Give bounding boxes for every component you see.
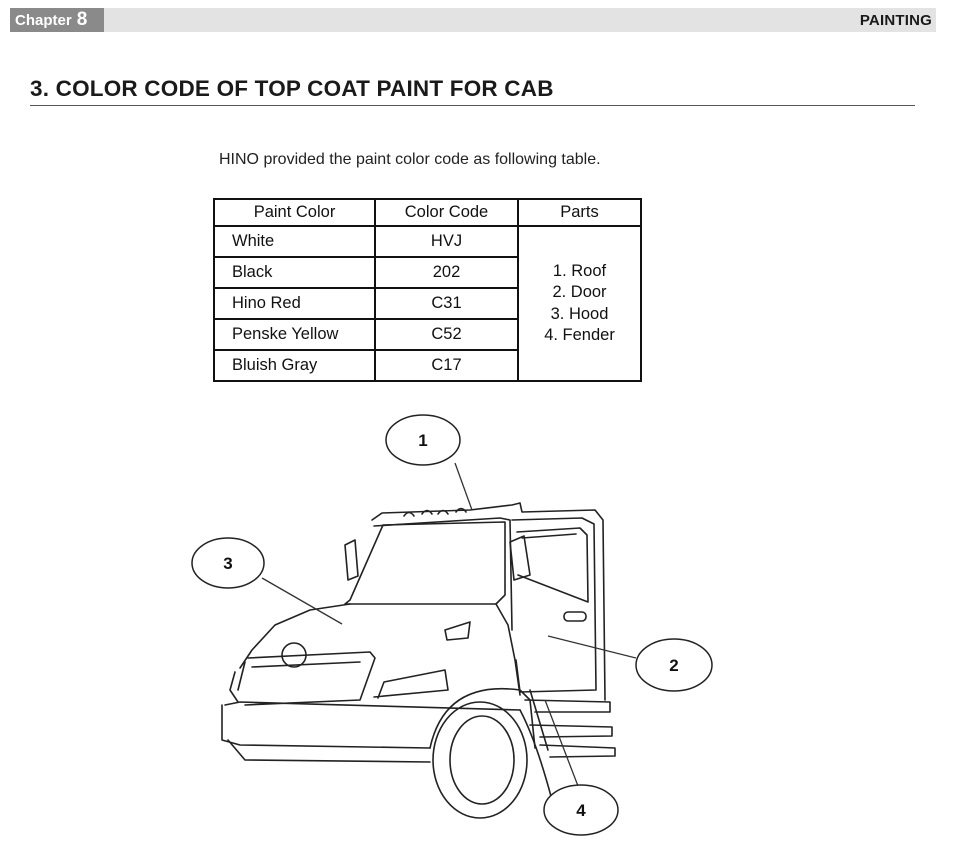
chapter-word: Chapter	[15, 11, 72, 29]
callout-3	[192, 538, 264, 588]
callout-4-label: 4	[576, 801, 586, 820]
section-name: PAINTING	[859, 12, 932, 29]
parts-item-roof: 1. Roof	[552, 261, 607, 280]
callout-3-label: 3	[223, 554, 233, 573]
paint-color-cell: White	[214, 226, 375, 257]
intro-text: HINO provided the paint color code as following table.	[219, 151, 601, 168]
callout-2	[636, 639, 712, 691]
page-title: 3. COLOR CODE OF TOP COAT PAINT FOR CAB	[30, 76, 554, 101]
column-header-parts: Parts	[518, 199, 641, 226]
chapter-number: 8	[76, 9, 88, 30]
parts-item-door: 2. Door	[552, 283, 607, 301]
callout-4	[544, 785, 618, 835]
color-code-cell: 202	[375, 257, 518, 288]
parts-item-hood: 3. Hood	[550, 304, 609, 323]
paint-color-cell: Hino Red	[214, 288, 375, 319]
color-code-cell: C31	[375, 288, 518, 319]
truck-cab-outline	[222, 503, 615, 818]
callout-1-label: 1	[418, 431, 428, 450]
color-code-cell: C52	[375, 319, 518, 350]
paint-color-cell: Black	[214, 257, 375, 288]
callout-2-label: 2	[669, 656, 679, 675]
paint-color-cell: Bluish Gray	[214, 350, 375, 381]
callout-1	[386, 415, 460, 465]
color-code-cell: HVJ	[375, 226, 518, 257]
color-code-cell: C17	[375, 350, 518, 381]
column-header-paint-color: Paint Color	[214, 199, 375, 226]
column-header-color-code: Color Code	[375, 199, 518, 226]
paint-color-cell: Penske Yellow	[214, 319, 375, 350]
parts-item-fender: 4. Fender	[544, 326, 615, 344]
